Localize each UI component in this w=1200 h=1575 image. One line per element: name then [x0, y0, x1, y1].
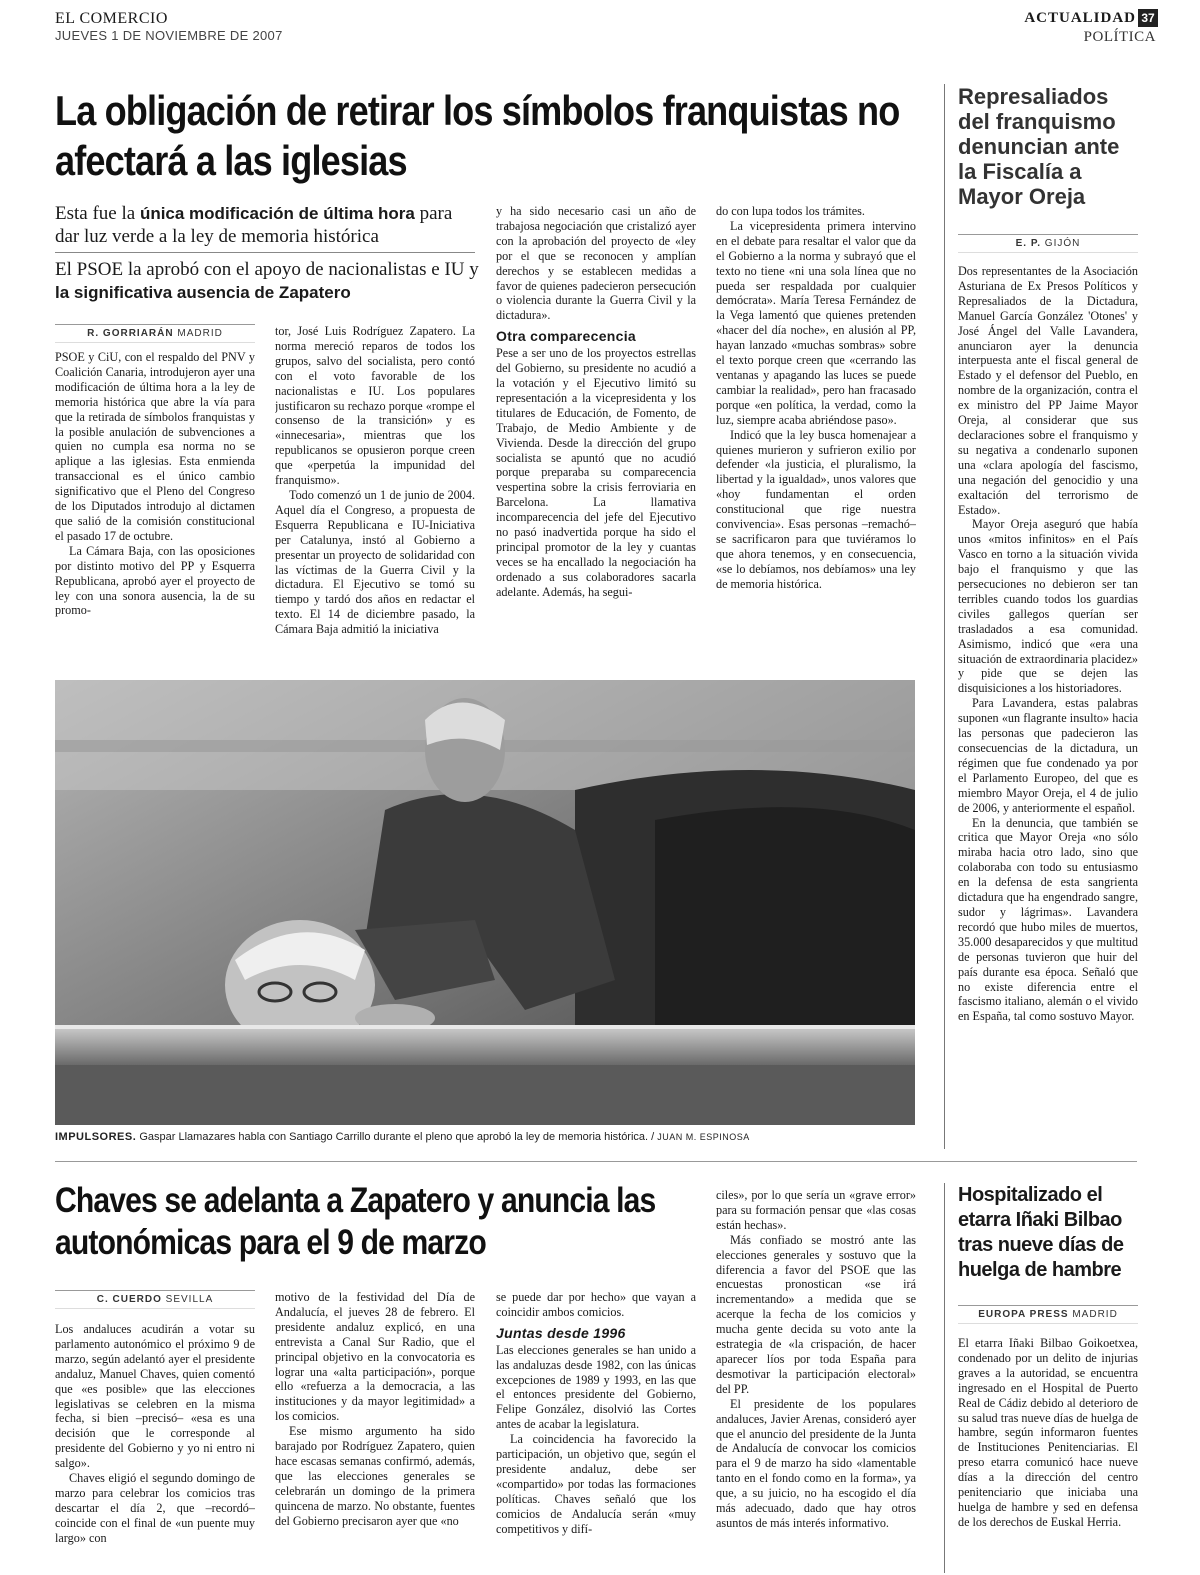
- second-headline: Chaves se adelanta a Zapatero y anuncia las autonómicas para el 9 de marzo: [55, 1181, 656, 1262]
- brief-body: [958, 1336, 1138, 1572]
- second-c1-p2: Chaves eligió el segundo domingo de marzo para celebrar los comicios tras descartar el día 2, que –recordó– coincide con el final de «un puente muy largo» con: [55, 1471, 255, 1545]
- main-c3-p2: Pese a ser uno de los proyectos estrellas del Gobierno, su presidente no acudió a la votación y el Ejecutivo limitó su representación a la vicepresidenta y los titulares de Educación, de Fomento, de Trabajo, de Medio Ambiente y de Vivienda. Desde la dirección del grupo socialista se apuntó que no acudió porque preparaba su comparecencia vespertina sobre la crisis ferroviaria en Barcelona. La llamativa incomparecencia del jefe del Ejecutivo no pasó inadvertida porque ha sido el principal promotor de la ley y cuantas veces se ha encallado la negociación ha ordenado a sus colaboradores sacarla adelante. Además, ha segui-: [496, 346, 696, 599]
- main-column-3: [496, 204, 696, 660]
- main-deck-1: [55, 202, 480, 248]
- second-byline-place: SEVILLA: [165, 1294, 214, 1305]
- second-column-3: [496, 1290, 696, 1572]
- subsection-name: POLÍTICA: [1083, 29, 1156, 45]
- second-c4-p1: ciles», por lo que sería un «grave error» para su formación pensar que «las cosas están hechas».: [716, 1188, 916, 1232]
- brief-headline: Hospitalizado el etarra Iñaki Bilbao tras nueve días de huelga de hambre: [958, 1184, 1124, 1281]
- second-byline: [55, 1290, 255, 1309]
- section-name: ACTUALIDAD: [1024, 10, 1136, 26]
- main-byline: [55, 324, 255, 343]
- second-c3-subhead: Juntas desde 1996: [496, 1324, 626, 1341]
- second-c3-p2: Las elecciones generales se han unido a las andaluzas desde 1982, con las únicas excepciones de 1989 y 1993, en las que el entonces presidente del Gobierno, Felipe González, disolvió las Cortes antes de acabar la legislatura.: [496, 1342, 696, 1432]
- sidebar-p3: Para Lavandera, estas palabras suponen «un flagrante insulto» hacia las personas que padecieron las consecuencias de la dictadura, un régimen que fue condenado ya por el Parlamento Europeo, del que es miembro Mayor Oreja, el 4 de julio de 2006, y anteriormente el español.: [958, 696, 1138, 815]
- photo-caption: [55, 1131, 925, 1143]
- second-byline-author: C. CUERDO: [96, 1294, 162, 1305]
- second-c2-p2: Ese mismo argumento ha sido barajado por Rodríguez Zapatero, quien hace escasas semanas confirmó, además, que las elecciones generales se celebrarán un domingo de la primera quincena de marzo. No obstante, fuentes del Gobierno precisaron ayer que «no: [275, 1424, 475, 1528]
- second-c3-p3: La coincidencia ha favorecido la participación, un objetivo que, según el presidente andaluz, debe ser «compartido» por todas las formaciones políticas. Chaves señaló que los comicios de Andalucía serán «muy competitivos y difí-: [496, 1432, 696, 1536]
- main-c1-p2: La Cámara Baja, con las oposiciones por distinto motivo del PP y Esquerra Republicana, aprobó ayer el proyecto de ley con una sonora ausencia, la de su promo-: [55, 543, 255, 618]
- deck1-post: para dar luz verde a la ley de memoria histórica: [55, 203, 453, 247]
- main-c4-p1: do con lupa todos los trámites.: [716, 204, 865, 218]
- main-byline-author: R. GORRIARÁN: [87, 328, 174, 339]
- second-c2-p1: motivo de la festividad del Día de Andalucía, el jueves 28 de febrero. El presidente andaluz explicó, en una entrevista a Canal Sur Radio, que el principal objetivo en la convocatoria es lograr una «alta participación», porque ello «refuerza a la democracia, a las instituciones y da mayor legitimidad» a los comicios.: [275, 1290, 475, 1424]
- caption-label: IMPULSORES.: [55, 1131, 137, 1143]
- page-number: 37: [1138, 9, 1158, 27]
- newspaper-name: EL COMERCIO: [55, 10, 168, 27]
- main-c3-p1: y ha sido necesario casi un año de trabajosa negociación que cristalizó ayer con la aprobación del proyecto de «ley por el que se reconocen y amplían derechos y se establecen medidas a favor de quienes padecieron persecución o violencia durante la Guerra Civil y la dictadura».: [496, 204, 696, 323]
- brief-byline-place: MADRID: [1072, 1309, 1118, 1320]
- main-headline: La obligación de retirar los símbolos franquistas no afectará a las iglesias: [55, 87, 900, 184]
- sidebar-byline-author: E. P.: [1015, 238, 1042, 249]
- sidebar-p4: En la denuncia, que también se critica que Mayor Oreja «no sólo miraba hacia otro lado, sino que colaboraba con todo su entusiasmo en la defensa de esta sangrienta dictadura que ha engendrado sangre, sudor y lágrimas». Lavandera recordó que hubo miles de muertos, 35.000 desaparecidos y que multitud de personas tuvieron que huir del país durante esa época. Señaló que no existe diferencia entre el fascismo italiano, alemán o el vivido en España, tal como sostuvo Mayor.: [958, 815, 1138, 1024]
- issue-date: JUEVES 1 DE NOVIEMBRE DE 2007: [55, 28, 283, 43]
- caption-credit: JUAN M. ESPINOSA: [657, 1132, 750, 1142]
- main-photo: [55, 680, 915, 1125]
- sidebar-body: [958, 264, 1138, 1146]
- photo-illustration: [55, 680, 915, 1125]
- sidebar-divider: [944, 84, 945, 1149]
- sidebar-p1: Dos representantes de la Asociación Asturiana de Ex Presos Políticos y Represaliados de la Dictadura, Manuel García González 'Otones' y José Ángel del Valle Lavandera, anunciaron ayer la denuncia interpuesta ante el fiscal general de Estado y el defensor del Pueblo, en nombre de la organización, contra el ex ministro del PP Jaime Mayor Oreja, al considerar que sus declaraciones sobre el franquismo y su negativa a condenarlo suponen una «clara apología del fascismo, una negación del genocidio y una exaltación del terrorismo de Estado».: [958, 264, 1138, 517]
- main-c2-p1: tor, José Luis Rodríguez Zapatero. La norma mereció reparos de todos los grupos, salvo del socialista, pero contó con el voto favorable de los nacionalistas e IU. Los populares justificaron su rechazo porque «rompe el consenso de la transición» y es «innecesaria», mientras que los republicanos se opusieron porque creen que «perpetúa la impunidad del franquismo».: [275, 324, 475, 488]
- main-column-2: [275, 324, 475, 660]
- sidebar-p2: Mayor Oreja aseguró que había unos «mitos infinitos» en el País Vasco en torno a la situación vivida bajo el franquismo y que las persecuciones no debieron ser tan terribles cuando todos los guardias civiles gallegos querían ser trasladados a esa comunidad. Asimismo, indicó que «era una situación de extraordinaria placidez» y pide que se dejen las disquisiciones a los historiadores.: [958, 517, 1138, 696]
- brief-byline: [958, 1305, 1138, 1324]
- main-c2-p2: Todo comenzó un 1 de junio de 2004. Aquel día el Congreso, a propuesta de Esquerra Republicana e IU-Iniciativa per Catalunya, instó al Gobierno a presentar un proyecto de solidaridad con las víctimas de la Guerra Civil y la dictadura. El Ejecutivo se tomó su tiempo y tardó dos años en redactar el texto. El 14 de diciembre pasado, la Cámara Baja admitió la iniciativa: [275, 487, 475, 637]
- section-divider: [55, 1161, 1137, 1162]
- deck-divider: [55, 252, 475, 253]
- brief-divider: [944, 1183, 945, 1573]
- second-c3-p1: se puede dar por hecho» que vayan a coincidir ambos comicios.: [496, 1290, 696, 1319]
- main-c1-p1: PSOE y CiU, con el respaldo del PNV y Coalición Canaria, introdujeron ayer una modificación de última hora a la ley de memoria histórica que abre la vía para que la retirada de símbolos franquistas y la posible anulación de subvenciones a quien no cumpla esa norma no se aplique a las iglesias. Esta enmienda transaccional es el único cambio significativo que el Pleno del Congreso de los Diputados introdujo al dictamen que salió de la comisión constitucional el pasado 17 de octubre.: [55, 350, 255, 543]
- sidebar-byline-place: GIJÓN: [1044, 238, 1081, 249]
- deck1-bold: única modificación de última hora: [139, 204, 415, 223]
- deck1-pre: Esta fue la: [55, 203, 140, 224]
- sidebar-headline: Represaliados del franquismo denuncian ante la Fiscalía a Mayor Oreja: [958, 84, 1120, 209]
- second-column-2: [275, 1290, 475, 1572]
- second-c1-p1: Los andaluces acudirán a votar su parlamento autonómico el próximo 9 de marzo, según adelantó ayer el presidente andaluz, Manuel Chaves, quien comentó que «es posible» que las elecciones legislativas se celebren en la misma fecha, si bien –precisó– «esa es una decisión que le corresponde al presidente del Gobierno y yo ni entro ni salgo».: [55, 1322, 255, 1471]
- sidebar-byline: [958, 234, 1138, 253]
- main-column-4: [716, 204, 916, 660]
- deck2-pre: El PSOE la aprobó con el apoyo de nacionalistas e IU y: [55, 259, 479, 280]
- second-column-1: [55, 1322, 255, 1572]
- brief-p1: El etarra Iñaki Bilbao Goikoetxea, condenado por un delito de injurias graves a la autoridad, se encuentra ingresado en el Hospital de Puerto Real de Cádiz debido al deterioro de su salud tras nueve días de huelga de hambre, según informaron fuentes de Instituciones Penitenciarias. El preso etarra comunicó hace nueve días a la dirección del centro penitenciario que iniciaba una huelga de hambre y sed en defensa de los derechos de Euskal Herria.: [958, 1336, 1138, 1529]
- main-c4-p2: La vicepresidenta primera intervino en el debate para resaltar el valor que da el Gobierno a la norma y subrayó que el texto no tiene «ni una sola línea que no pueda ser respaldada por cualquier demócrata». María Teresa Fernández de la Vega lamentó que quienes pretenden «hacer del día noche», en alusión al PP, hayan lanzado «muchas sombras» sobre el texto porque creen que «cerrando las ventanas y apagando las luces se puede cambiar la realidad», pero han fracasado porque «en política, la verdad, como la luz, siempre acaba abriéndose paso».: [716, 218, 916, 427]
- main-byline-place: MADRID: [177, 328, 223, 339]
- deck2-bold: la significativa ausencia de Zapatero: [55, 283, 351, 302]
- brief-byline-author: EUROPA PRESS: [978, 1309, 1069, 1320]
- caption-text: Gaspar Llamazares habla con Santiago Carrillo durante el pleno que aprobó la ley de memoria histórica. /: [136, 1131, 658, 1143]
- second-c4-p2: Más confiado se mostró ante las elecciones generales y sostuvo que la diferencia a favor del PSOE que las encuestas pronostican «se irá incrementando» a medida que se acerque la fecha de los comicios y mucha gente decida su voto ante la estrategia de «la crispación, de hacer aparecer líos por toda España para desmotivar la participación electoral» del PP.: [716, 1232, 916, 1396]
- second-column-4: [716, 1188, 916, 1572]
- second-c4-p3: El presidente de los populares andaluces, Javier Arenas, consideró ayer que el anuncio del presidente de la Junta de Andalucía de convocar los comicios para el 9 de marzo ha sido «lamentable tanto en el fondo como en la forma», ya que, a su juicio, no ha escogido el día más adecuado, dado que hay otros asuntos de más interés informativo.: [716, 1396, 916, 1530]
- main-c3-subhead: Otra comparecencia: [496, 328, 637, 345]
- main-column-1: [55, 350, 255, 660]
- main-c4-p3: Indicó que la ley busca homenajear a quienes murieron y sufrieron exilio por defender «la justicia, el pluralismo, la libertad y la igualdad», unos valores que «hoy fundamentan el orden constitucional que rige nuestra convivencia». Esas personas –remachó– se sacrificaron para que tuviéramos lo que ahora tenemos, y en consecuencia, «se lo debíamos, nos debíamos» una ley de memoria histórica.: [716, 427, 916, 591]
- main-deck-2: [55, 258, 480, 304]
